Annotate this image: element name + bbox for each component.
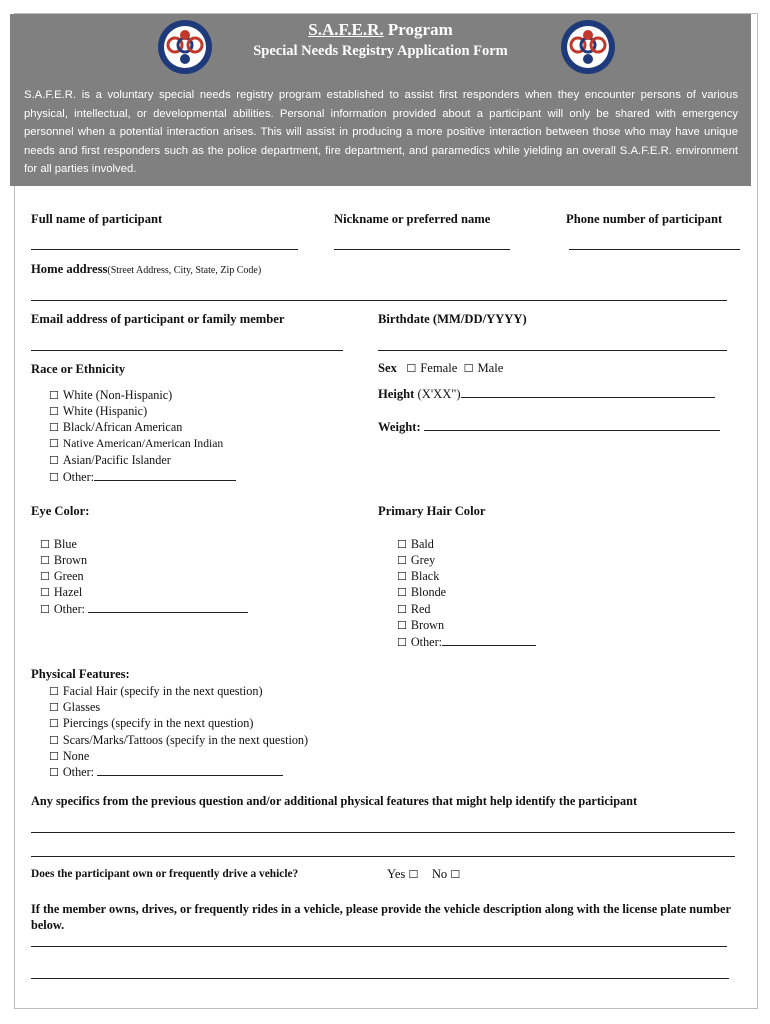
email-label: Email address of participant or family member [31,312,285,326]
birthdate-field[interactable] [378,350,727,351]
checkbox-icon: ☐ [397,554,407,567]
weight-field[interactable] [424,420,720,431]
height-field[interactable] [461,387,715,398]
eye-option-other[interactable]: ☐ Other: [40,601,248,619]
checkbox-icon: ☐ [397,619,407,632]
hair-option[interactable]: ☐ Bald [397,537,434,551]
checkbox-icon: ☐ [49,734,59,747]
checkbox-icon: ☐ [397,636,407,649]
hair-option[interactable]: ☐ Black [397,569,440,583]
feature-option[interactable]: ☐ Glasses [49,700,101,714]
race-option[interactable]: ☐ Asian/Pacific Islander [49,453,171,467]
hair-option[interactable]: ☐ Grey [397,553,436,567]
weight-row: Weight: [378,420,720,435]
email-field[interactable] [31,350,343,351]
hair-option[interactable]: ☐ Brown [397,618,445,632]
specifics-field-line[interactable] [31,856,735,857]
checkbox-icon: ☐ [40,554,50,567]
vehicle-question: Does the participant own or frequently drive a vehicle? [31,868,299,880]
checkbox-icon: ☐ [397,538,407,551]
sex-row: Sex ☐ Female ☐ Male [378,361,504,375]
race-option[interactable]: ☐ White (Non-Hispanic) [49,388,173,402]
hair-other-field[interactable] [442,635,536,646]
checkbox-icon: ☐ [397,603,407,616]
hair-option[interactable]: ☐ Blonde [397,585,447,599]
home-address-label: Home address(Street Address, City, State, Zip Code) [31,262,262,276]
checkbox-icon: ☐ [49,685,59,698]
race-label: Race or Ethnicity [31,362,126,376]
eye-other-field[interactable] [88,602,248,613]
vehicle-options [387,867,464,882]
program-title: S.A.F.E.R. Program [308,20,453,39]
vehicle-description-field-line[interactable] [31,978,729,979]
checkbox-icon: ☐ [49,701,59,714]
vehicle-option-no[interactable]: No ☐ [431,867,461,881]
sex-option-female[interactable]: ☐ Female [406,361,458,375]
checkbox-icon: ☐ [406,362,417,375]
checkbox-icon: ☐ [49,717,59,730]
checkbox-icon: ☐ [49,750,59,763]
physical-features-label: Physical Features: [31,667,130,681]
eye-option[interactable]: ☐ Brown [40,553,88,567]
checkbox-icon: ☐ [40,603,50,616]
checkbox-icon: ☐ [49,405,59,418]
checkbox-icon: ☐ [450,868,461,881]
checkbox-icon: ☐ [49,766,59,779]
vehicle-description-field-line[interactable] [31,946,727,947]
feature-option[interactable]: ☐ Scars/Marks/Tattoos (specify in the next question) [49,733,309,747]
checkbox-icon: ☐ [49,421,59,434]
checkbox-icon: ☐ [40,538,50,551]
form-title: Special Needs Registry Application Form [253,43,508,59]
checkbox-icon: ☐ [397,570,407,583]
checkbox-icon: ☐ [408,868,419,881]
feature-option[interactable]: ☐ None [49,749,90,763]
checkbox-icon: ☐ [49,471,59,484]
race-other-field[interactable] [94,470,236,481]
phone-label: Phone number of participant [566,212,723,226]
vehicle-description-prompt: If the member owns, drives, or frequently rides in a vehicle, please provide the vehicle description along with the license plate number below. [31,902,731,932]
feature-option-other[interactable]: ☐ Other: [49,764,283,782]
eye-option[interactable]: ☐ Hazel [40,585,83,599]
sex-option-male[interactable]: ☐ Male [463,361,504,375]
hair-color-label: Primary Hair Color [378,504,486,518]
intro-paragraph: S.A.F.E.R. is a voluntary special needs registry program established to assist first responders when they encounter persons of various physical, intellectual, or developmental abilities. Personal information provided about a participant will only be shared with emergency personnel when a potential interaction arises. This will assist in producing a more positive interaction between those who may have unique needs and first responders such as the police department, fire department, and paramedics while yielding an overall S.A.F.E.R. environment for all parties involved. [24,89,738,176]
full-name-field[interactable] [31,249,298,250]
eye-option[interactable]: ☐ Blue [40,537,77,551]
checkbox-icon: ☐ [463,362,474,375]
form-header [10,14,751,186]
specifics-question: Any specifics from the previous question and/or additional physical features that might help identify the participant [31,794,638,808]
hair-option[interactable]: ☐ Red [397,602,431,616]
race-option[interactable]: ☐ Black/African American [49,420,183,434]
race-option[interactable]: ☐ Native American/American Indian [49,437,224,450]
eye-color-label: Eye Color: [31,504,90,518]
home-address-field[interactable] [31,300,727,301]
full-name-label: Full name of participant [31,212,163,226]
phone-field[interactable] [569,249,740,250]
checkbox-icon: ☐ [49,454,59,467]
hair-option-other[interactable]: ☐ Other: [397,634,536,652]
checkbox-icon: ☐ [49,389,59,402]
feature-other-field[interactable] [97,765,283,776]
feature-option[interactable]: ☐ Piercings (specify in the next question) [49,716,254,730]
nickname-field[interactable] [334,249,510,250]
feature-option[interactable]: ☐ Facial Hair (specify in the next question) [49,684,263,698]
race-option-other[interactable]: ☐ Other: [49,469,236,487]
vehicle-option-yes[interactable]: Yes ☐ [387,867,419,881]
checkbox-icon: ☐ [40,586,50,599]
checkbox-icon: ☐ [49,437,59,450]
specifics-field-line[interactable] [31,832,735,833]
height-row: Height (X'XX") [378,387,715,402]
race-option[interactable]: ☐ White (Hispanic) [49,404,148,418]
nickname-label: Nickname or preferred name [334,212,491,226]
checkbox-icon: ☐ [40,570,50,583]
birthdate-label: Birthdate (MM/DD/YYYY) [378,312,527,326]
checkbox-icon: ☐ [397,586,407,599]
eye-option[interactable]: ☐ Green [40,569,84,583]
